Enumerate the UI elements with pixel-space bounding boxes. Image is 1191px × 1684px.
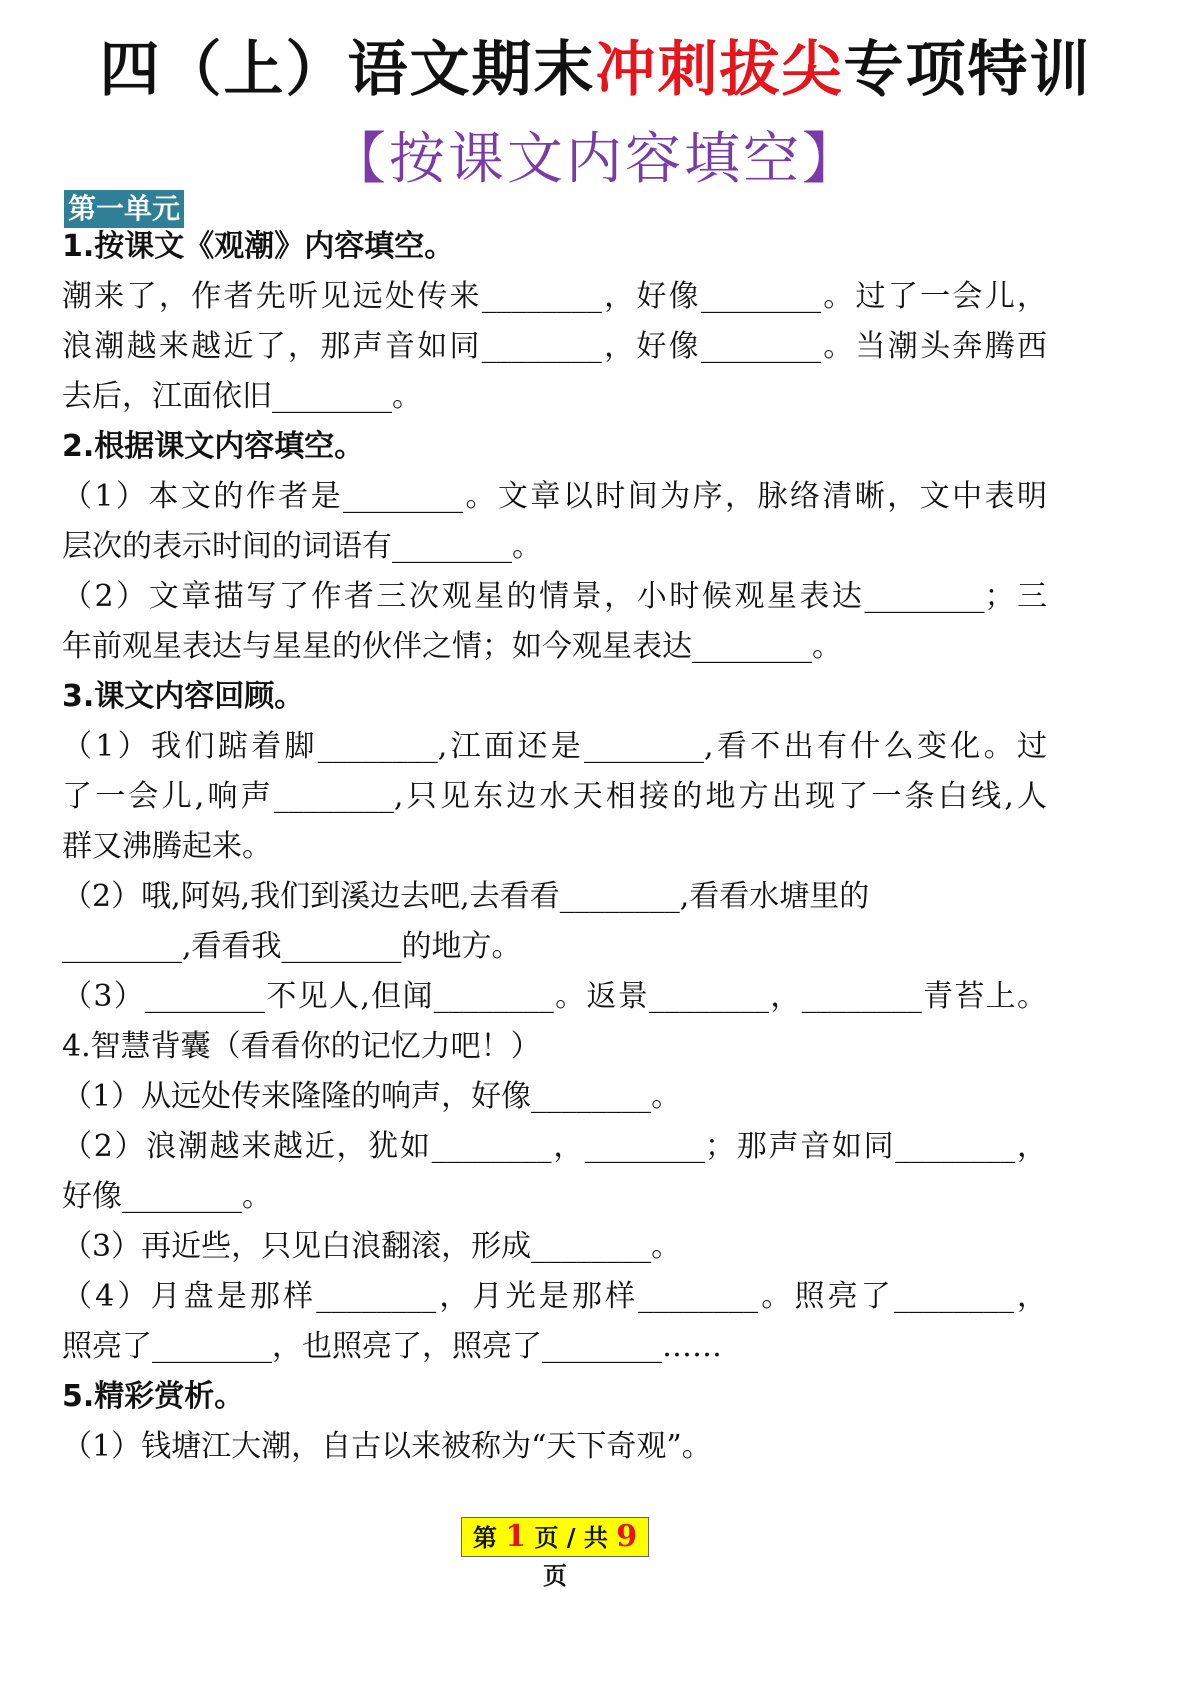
footer-post: 页 <box>543 1561 567 1590</box>
question-line: 照亮了________，也照亮了，照亮了________…… <box>62 1329 722 1364</box>
question-line: （2）文章描写了作者三次观星的情景，小时候观星表达________；三 <box>62 579 1047 614</box>
question-line: （3）________不见人,但闻________。返景________，________青苔上。 <box>62 979 1047 1014</box>
question-line: 好像________。 <box>62 1179 272 1214</box>
question-line: （1）我们踮着脚________,江面还是________,看不出有什么变化。过 <box>62 729 1047 764</box>
question-line: （4）月盘是那样________，月光是那样________。照亮了________， <box>62 1279 1047 1314</box>
footer-pre: 第 <box>472 1523 497 1552</box>
question-line: 群又沸腾起来。 <box>62 829 272 864</box>
page-indicator <box>461 1517 649 1590</box>
title-part1: 四（上）语文期末 <box>99 35 596 105</box>
worksheet-content <box>62 222 1047 1472</box>
question-heading: 1.按课文《观潮》内容填空。 <box>62 229 455 264</box>
question-line: （1）本文的作者是________。文章以时间为序，脉络清晰，文中表明 <box>62 479 1047 514</box>
question-line: （1）钱塘江大潮，自古以来被称为“天下奇观”。 <box>62 1429 712 1464</box>
question-line: 年前观星表达与星星的伙伴之情；如今观星表达________。 <box>62 629 842 664</box>
title-part2: 专项特训 <box>843 35 1092 105</box>
total-pages: 9 <box>616 1519 638 1554</box>
question-line: （2）哦,阿妈,我们到溪边去吧,去看看________,看看水塘里的 <box>62 879 870 914</box>
question-line: 了一会儿,响声________,只见东边水天相接的地方出现了一条白线,人 <box>62 779 1047 814</box>
question-heading: 2.根据课文内容填空。 <box>62 429 365 464</box>
question-line: 层次的表示时间的词语有________。 <box>62 529 542 564</box>
question-line: （1）从远处传来隆隆的响声，好像________。 <box>62 1079 682 1114</box>
question-line: 去后，江面依旧________。 <box>62 379 422 414</box>
question-heading: 4.智慧背囊（看看你的记忆力吧！） <box>62 1029 541 1064</box>
footer-mid: 页 / 共 <box>534 1523 608 1552</box>
current-page: 1 <box>505 1519 527 1554</box>
question-line: 浪潮越来越近了，那声音如同________，好像________。当潮头奔腾西 <box>62 329 1047 364</box>
question-heading: 5.精彩赏析。 <box>62 1379 245 1414</box>
subtitle: 【按课文内容填空】 <box>330 127 861 192</box>
title-highlight: 冲刺拔尖 <box>595 35 844 105</box>
unit-label: 第一单元 <box>64 190 184 228</box>
question-line: （3）再近些，只见白浪翻滚，形成________。 <box>62 1229 682 1264</box>
question-line: （2）浪潮越来越近，犹如________，________；那声音如同________， <box>62 1129 1047 1164</box>
question-line: 潮来了，作者先听见远处传来________，好像________。过了一会儿， <box>62 279 1047 314</box>
question-line: ________,看看我________的地方。 <box>62 929 522 964</box>
question-heading: 3.课文内容回顾。 <box>62 679 305 714</box>
page-title <box>0 30 1191 110</box>
